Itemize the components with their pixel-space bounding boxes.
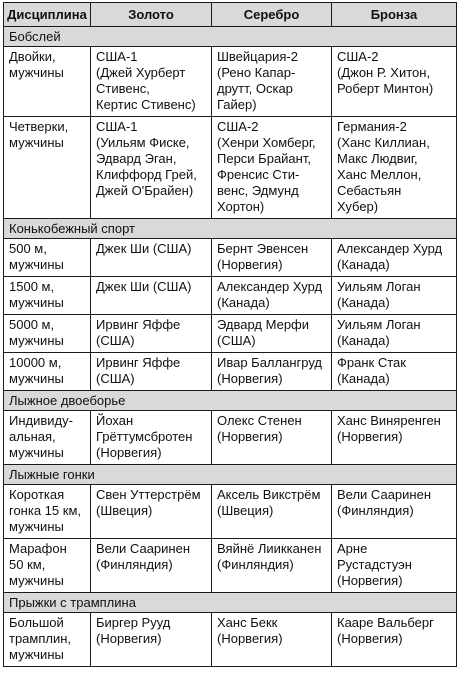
table-row [4, 239, 457, 277]
bronze-cell: Германия-2 (Ханс Киллиан, Макс Людвиг, Ханс Меллон, Себастьян Хубер) [332, 117, 457, 219]
event-cell: Индивиду- альная, мужчины [4, 411, 91, 465]
table-row [4, 613, 457, 667]
table-row [4, 539, 457, 593]
section-row [4, 465, 457, 485]
gold-cell: Джек Ши (США) [91, 277, 212, 315]
silver-cell: Вяйнё Лиикканен (Финляндия) [212, 539, 332, 593]
bronze-cell: Франк Стак (Канада) [332, 353, 457, 391]
bronze-cell: Александер Хурд (Канада) [332, 239, 457, 277]
event-cell: 10000 м, мужчины [4, 353, 91, 391]
table-row [4, 277, 457, 315]
header-row [4, 3, 457, 27]
table-row [4, 485, 457, 539]
section-title: Конькобежный спорт [4, 219, 457, 239]
silver-cell: Ханс Бекк (Норвегия) [212, 613, 332, 667]
table-header [4, 3, 457, 27]
header-silver: Серебро [212, 3, 332, 27]
section-row [4, 27, 457, 47]
gold-cell: Ирвинг Яффе (США) [91, 353, 212, 391]
gold-cell: Йохан Грёттумсбротен (Норвегия) [91, 411, 212, 465]
silver-cell: Олекс Стенен (Норвегия) [212, 411, 332, 465]
event-cell: Большой трамплин, мужчины [4, 613, 91, 667]
event-cell: Двойки, мужчины [4, 47, 91, 117]
event-cell: 500 м, мужчины [4, 239, 91, 277]
gold-cell: Джек Ши (США) [91, 239, 212, 277]
silver-cell: Швейцария-2 (Рено Капар- друтт, Оскар Гайер) [212, 47, 332, 117]
section-title: Прыжки с трамплина [4, 593, 457, 613]
section-row [4, 593, 457, 613]
bronze-cell: Вели Сааринен (Финляндия) [332, 485, 457, 539]
bronze-cell: Ханс Виняренген (Норвегия) [332, 411, 457, 465]
section-row [4, 391, 457, 411]
bronze-cell: Уильям Логан (Канада) [332, 315, 457, 353]
silver-cell: Бернт Эвенсен (Норвегия) [212, 239, 332, 277]
event-cell: 1500 м, мужчины [4, 277, 91, 315]
table-body [4, 27, 457, 667]
table-row [4, 117, 457, 219]
silver-cell: Эдвард Мерфи (США) [212, 315, 332, 353]
bronze-cell: Арне Рустадстуэн (Норвегия) [332, 539, 457, 593]
event-cell: 5000 м, мужчины [4, 315, 91, 353]
header-bronze: Бронза [332, 3, 457, 27]
header-discipline: Дисциплина [4, 3, 91, 27]
silver-cell: Александер Хурд (Канада) [212, 277, 332, 315]
section-title: Лыжное двоеборье [4, 391, 457, 411]
bronze-cell: Кааре Вальберг (Норвегия) [332, 613, 457, 667]
gold-cell: Свен Уттерстрём (Швеция) [91, 485, 212, 539]
silver-cell: Аксель Викстрём (Швеция) [212, 485, 332, 539]
table-row [4, 411, 457, 465]
gold-cell: Биргер Рууд (Норвегия) [91, 613, 212, 667]
section-title: Лыжные гонки [4, 465, 457, 485]
table-row [4, 353, 457, 391]
header-gold: Золото [91, 3, 212, 27]
bronze-cell: Уильям Логан (Канада) [332, 277, 457, 315]
event-cell: Короткая гонка 15 км, мужчины [4, 485, 91, 539]
section-row [4, 219, 457, 239]
event-cell: Марафон 50 км, мужчины [4, 539, 91, 593]
gold-cell: США-1 (Джей Хурберт Стивенс, Кертис Стивенс) [91, 47, 212, 117]
gold-cell: Ирвинг Яффе (США) [91, 315, 212, 353]
medal-table [3, 2, 457, 667]
gold-cell: Вели Сааринен (Финляндия) [91, 539, 212, 593]
medal-table-container [3, 2, 456, 667]
silver-cell: Ивар Баллангруд (Норвегия) [212, 353, 332, 391]
bronze-cell: США-2 (Джон Р. Хитон, Роберт Минтон) [332, 47, 457, 117]
event-cell: Четверки, мужчины [4, 117, 91, 219]
table-row [4, 47, 457, 117]
silver-cell: США-2 (Хенри Хомберг, Перси Брайант, Френсис Сти- венс, Эдмунд Хортон) [212, 117, 332, 219]
section-title: Бобслей [4, 27, 457, 47]
table-row [4, 315, 457, 353]
gold-cell: США-1 (Уильям Фиске, Эдвард Эган, Клиффорд Грей, Джей О'Брайен) [91, 117, 212, 219]
